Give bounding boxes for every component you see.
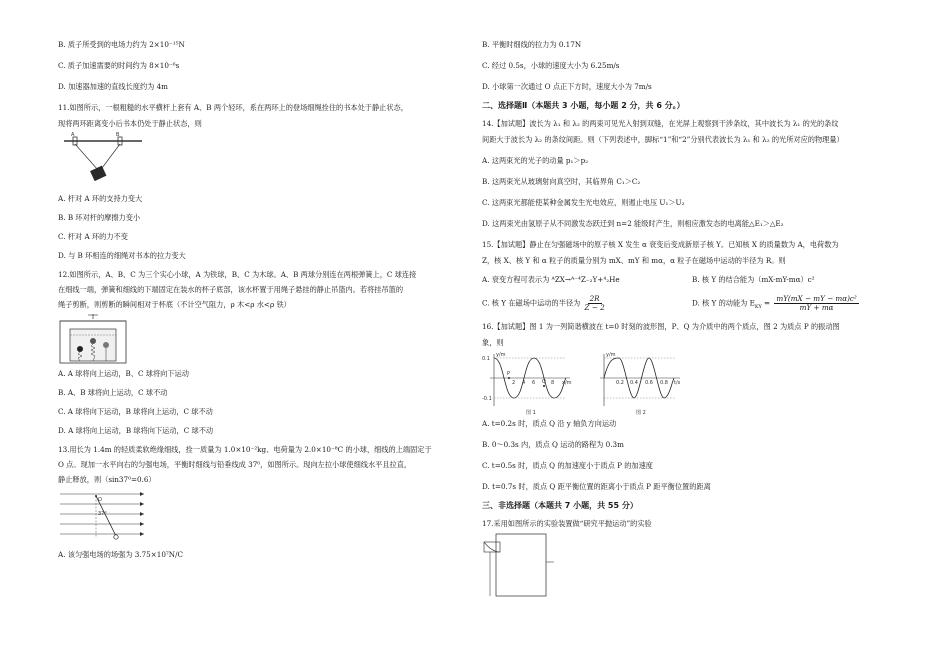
ramp-stand bbox=[484, 542, 500, 552]
tick-8: 8 bbox=[551, 380, 555, 386]
q11-option-d: D. 与 B 环相连的细绳对书本的拉力变大 bbox=[58, 251, 186, 260]
section-3-heading: 三、非选择题（本题共 7 小题，共 55 分） bbox=[482, 501, 638, 510]
tick-top: 0.1 bbox=[482, 356, 490, 362]
q14-stem-line1: 14.【加试题】波长为 λ₁ 和 λ₂ 的两束可见光入射到双缝，在光屏上观察到干涉条纹，其中波长为 λ₁ 的光的条纹 bbox=[482, 119, 839, 128]
tick-6: 6 bbox=[532, 380, 536, 386]
q16-stem-line2: 象，则 bbox=[482, 338, 504, 347]
book bbox=[90, 166, 106, 181]
label-a: A bbox=[71, 132, 75, 138]
charged-ball bbox=[114, 535, 118, 539]
q12-figure bbox=[58, 313, 128, 365]
y-label: y/m bbox=[606, 352, 616, 358]
q16-option-a: A. t=0.2s 时，质点 Q 沿 y 轴负方向运动 bbox=[482, 419, 617, 428]
q14-option-d: D. 这两束光由氢原子从不同激发态跃迁到 n=2 能级时产生，则相应激发态的电离能△E₁＞△E₂ bbox=[482, 219, 784, 228]
water-cup bbox=[70, 329, 116, 361]
q17-figure bbox=[482, 532, 562, 598]
q14-option-c: C. 这两束光都能使某种金属发生光电效应，则遏止电压 U₁＞U₂ bbox=[482, 198, 685, 207]
label-p: P bbox=[507, 371, 511, 377]
q12-option-a: A. A 球将向上运动，B、C 球将向下运动 bbox=[58, 369, 189, 378]
energy-numerator: mY(mX − mY − mα)c² bbox=[776, 294, 857, 303]
q16-figures bbox=[482, 350, 902, 416]
q12-option-d: D. A 球将向上运动，B 球将向下运动，C 球不动 bbox=[58, 426, 214, 435]
q13-stem-line2: O 点。现加一水平向右的匀强电场，平衡时细线与铅垂线成 37⁰，如图所示。现向左拉小球使细线水平且拉直， bbox=[58, 460, 412, 469]
left-column bbox=[58, 40, 463, 560]
q11-figure bbox=[58, 132, 148, 190]
radius-fraction bbox=[585, 295, 605, 312]
q13-option-a: A. 该匀强电场的场强为 3.75×10⁷N/C bbox=[58, 550, 183, 559]
q15-options-row1 bbox=[482, 275, 902, 285]
q15-option-b: B. 核 Y 的结合能为（mX-mY-mα）c² bbox=[692, 275, 815, 284]
q10-option-b: B. 质子所受到的电场力约为 2×10⁻¹⁵N bbox=[58, 40, 185, 49]
kinetic-energy-fraction bbox=[774, 295, 858, 312]
q10-option-c: C. 质子加速需要的时间约为 8×10⁻⁶s bbox=[58, 61, 180, 70]
y-label: y/m bbox=[496, 352, 506, 358]
tick-0-4: 0.4 bbox=[630, 380, 638, 386]
label-o: O bbox=[98, 497, 102, 503]
q15-option-c-label: C. 核 Y 在磁场中运动的半径为 bbox=[482, 298, 581, 308]
q14-option-b: B. 这两束光从玻璃射向真空时，其临界角 C₁＞C₂ bbox=[482, 177, 641, 186]
q12-option-b: B. A、B 球将向上运动，C 球不动 bbox=[58, 388, 168, 397]
x-label: x/m bbox=[562, 380, 572, 386]
ball-b bbox=[90, 338, 96, 344]
t-label: t/s bbox=[674, 380, 681, 386]
tick-0-2: 0.2 bbox=[616, 380, 624, 386]
q13-option-b: B. 平衡时细线的拉力为 0.17N bbox=[482, 40, 582, 49]
q16-option-c: C. t=0.5s 时，质点 Q 的加速度小于质点 P 的加速度 bbox=[482, 461, 653, 470]
q15-option-a: A. 衰变方程可表示为 ᴬZX→ᴬ⁻⁴Z₋₂Y+⁴₂He bbox=[482, 275, 620, 284]
angle-label: 37° bbox=[98, 511, 107, 517]
q15-stem-line1: 15.【加试题】静止在匀强磁场中的原子核 X 发生 α 衰变后变成新原子核 Y。已知核 X 的质量数为 A，电荷数为 bbox=[482, 240, 839, 249]
q11-option-b: B. B 环对杆的摩擦力变小 bbox=[58, 213, 141, 222]
q15-option-d-subscript: KY bbox=[754, 303, 762, 310]
point-p bbox=[508, 377, 510, 379]
board bbox=[496, 534, 546, 596]
field-arrows bbox=[140, 492, 144, 536]
ball-a bbox=[77, 346, 83, 352]
q14-stem-line2: 间距大于波长为 λ₂ 的条纹间距。则（下列表述中，脚标“1”和“2”分别代表波长为 λ₁ 和 λ₂ 的光所对应的物理量） bbox=[482, 135, 844, 144]
right-column bbox=[482, 40, 902, 602]
figure-2-caption: 图 2 bbox=[636, 410, 646, 416]
q16-vibration-graph bbox=[592, 350, 684, 416]
ramp-curve bbox=[484, 542, 500, 552]
label-q: Q bbox=[542, 379, 546, 385]
q15-option-d-label: D. 核 Y 的动能为 E bbox=[692, 298, 755, 308]
point-q bbox=[543, 385, 545, 387]
q16-stem-line1: 16.【加试题】图 1 为一列简谐横波在 t=0 时刻的波形图，P、Q 为介质中的两个质点，图 2 为质点 P 的振动图 bbox=[482, 322, 840, 331]
q16-wave-graph bbox=[482, 350, 574, 416]
tick-0-8: 0.8 bbox=[660, 380, 668, 386]
q12-option-c: C. A 球将向下运动，B 球将向上运动，C 球不动 bbox=[58, 407, 213, 416]
pivot-o bbox=[95, 495, 97, 497]
q15-option-d-equals: = bbox=[761, 298, 771, 308]
ball-c bbox=[103, 342, 109, 348]
q15-option-d bbox=[692, 295, 902, 312]
figure-1-caption: 图 1 bbox=[526, 410, 536, 416]
string-a bbox=[75, 144, 98, 170]
q13-option-c: C. 经过 0.5s，小球的速度大小为 6.25m/s bbox=[482, 61, 620, 70]
q15-options-row2 bbox=[482, 295, 902, 312]
q15-option-c bbox=[482, 295, 692, 312]
q11-stem-line2: 现将两环距离变小后书本仍处于静止状态，则 bbox=[58, 119, 202, 128]
section-2-heading: 二、选择题Ⅱ（本题共 3 小题，每小题 2 分，共 6 分。） bbox=[482, 101, 685, 110]
energy-denominator: mY + mα bbox=[799, 303, 834, 312]
q16-option-d: D. t=0.7s 时，质点 Q 距平衡位置的距离小于质点 P 距平衡位置的距离 bbox=[482, 482, 711, 491]
q11-option-c: C. 杆对 A 环的力不变 bbox=[58, 232, 128, 241]
q11-stem-line1: 11.如图所示，一根粗糙的水平横杆上套有 A、B 两个轻环，系在两环上的登场细绳拴住的书本处于静止状态， bbox=[58, 103, 408, 112]
tick-0-6: 0.6 bbox=[645, 380, 653, 386]
q10-option-d: D. 加速器加速的直线长度约为 4m bbox=[58, 82, 168, 91]
q13-stem-line1: 13.用长为 1.4m 的轻质柔软绝缘细线，拴一质量为 1.0×10⁻²kg、电荷量为 2.0×10⁻⁸C 的小球，细线的上端固定于 bbox=[58, 445, 432, 454]
tick-bottom: -0.1 bbox=[482, 396, 492, 402]
tick-2: 2 bbox=[512, 380, 516, 386]
q15-stem-line2: Z，核 X、核 Y 和 α 粒子的质量分别为 mX、mY 和 mα，α 粒子在磁场中运动的半径为 R。则 bbox=[482, 256, 786, 265]
q12-stem-line2: 在细线一端，弹簧和细线的下端固定在装水的杯子底部，该水杯置于用绳子悬挂的静止吊篮内。若将挂吊篮的 bbox=[58, 285, 404, 294]
label-b: B bbox=[116, 132, 120, 138]
q17-stem: 17.采用如图所示的实验装置做“研究平抛运动”的实验 bbox=[482, 519, 652, 528]
q12-stem-line3: 绳子剪断，则剪断的瞬间相对于杯底（不计空气阻力，ρ 木<ρ 水<ρ 铁） bbox=[58, 300, 291, 309]
tick-4: 4 bbox=[522, 380, 526, 386]
q13-figure bbox=[58, 488, 148, 546]
q11-option-a: A. 杆对 A 环的支持力变大 bbox=[58, 194, 143, 203]
radius-numerator: 2R bbox=[589, 294, 600, 303]
string-b bbox=[102, 144, 120, 168]
q13-option-d: D. 小球第一次通过 O 点正下方时，速度大小为 7m/s bbox=[482, 82, 652, 91]
q16-option-b: B. 0～0.3s 内，质点 Q 运动的路程为 0.3m bbox=[482, 440, 624, 449]
q13-stem-line3: 静止释放，则（sin37⁰=0.6） bbox=[58, 475, 156, 484]
q12-stem-line1: 12.如图所示，A、B、C 为三个实心小球，A 为铁球，B、C 为木球。A、B 两球分别连在两根弹簧上，C 球连接 bbox=[58, 270, 417, 279]
q14-option-a: A. 这两束光的光子的动量 p₁＞p₂ bbox=[482, 156, 589, 165]
radius-denominator: Z − 2 bbox=[584, 303, 605, 312]
